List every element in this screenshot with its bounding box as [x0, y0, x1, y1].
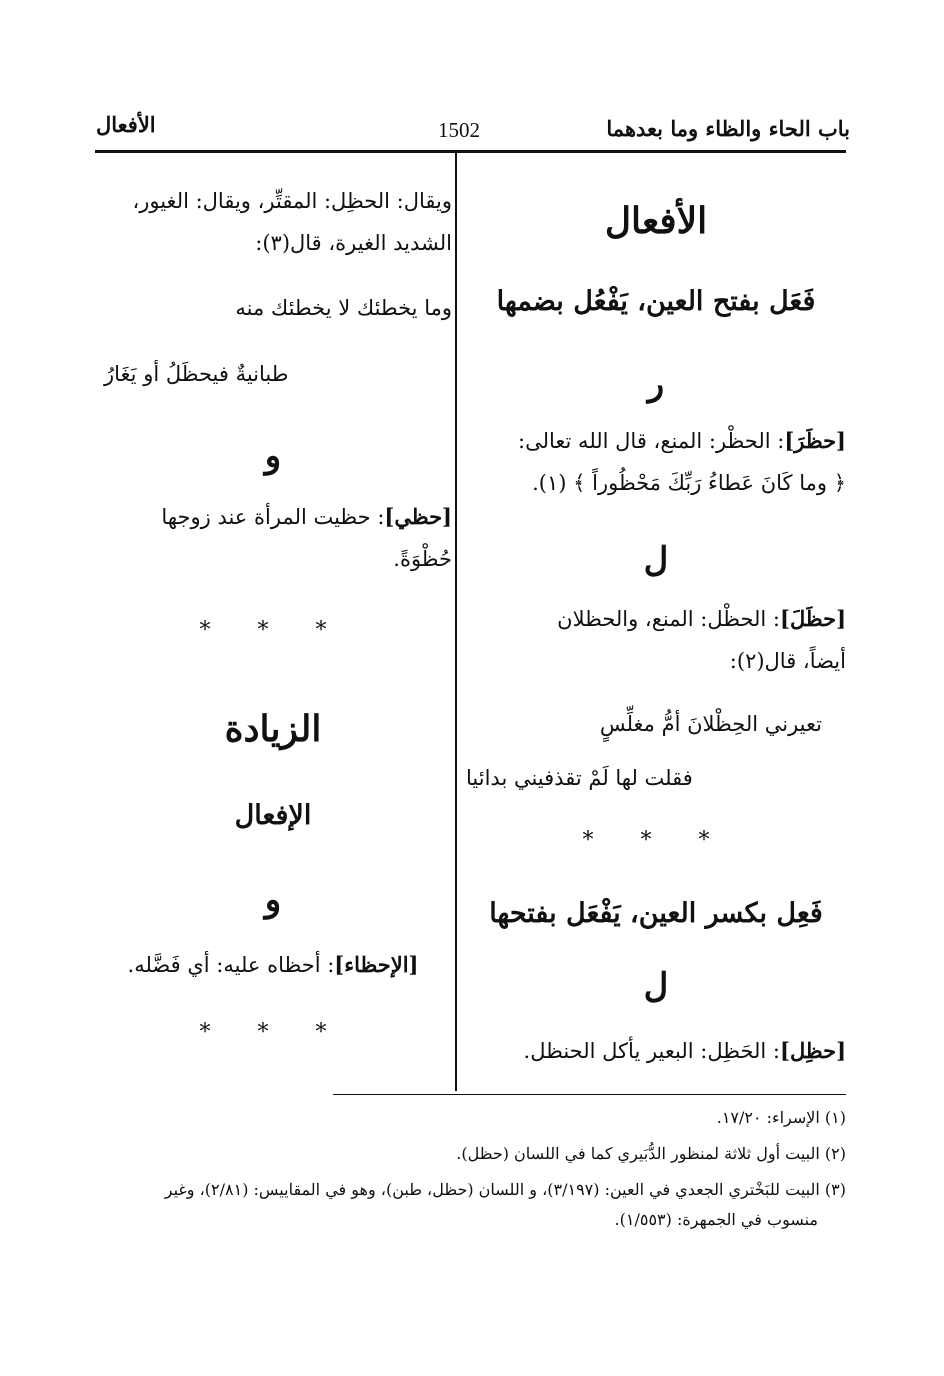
- entry-definition: : الحَظِل: البعير يأكل الحنظل.: [523, 1039, 781, 1063]
- verse-line-2: طبانيةٌ فيحظَلُ أو يَغَارُ: [104, 362, 289, 386]
- entry-definition: : الحظْر: المنع، قال الله تعالى:: [518, 429, 785, 453]
- header-rule: [95, 150, 846, 153]
- section-separator: * * *: [199, 618, 347, 643]
- letter-heading-ra: ر: [647, 364, 665, 404]
- entry-headword: [حظَرَ]: [784, 428, 846, 453]
- entry-definition-cont: أيضاً، قال(٢):: [729, 649, 846, 673]
- footnote-rule: [333, 1094, 846, 1095]
- footnote-ref: (١).: [532, 471, 567, 495]
- entry-line: الشديد الغيرة، قال(٣):: [255, 231, 452, 255]
- letter-heading-lam: ل: [643, 540, 669, 580]
- title-ifal: الإفعال: [234, 800, 312, 831]
- entry-headword: [حظِل]: [780, 1038, 846, 1063]
- footnote-1: (١) الإسراء: ١٧/٢٠.: [716, 1108, 846, 1127]
- verse-line-2: فقلت لها لَمْ تقذفيني بدائيا: [466, 766, 693, 790]
- quran-quote: ﴿ وما كَانَ عَطاءُ رَبِّكَ مَحْظُوراً ﴾: [573, 471, 846, 495]
- column-divider: [455, 153, 457, 1091]
- chapter-title: باب الحاء والظاء وما بعدهما: [606, 116, 850, 141]
- entry-hazara: [466, 420, 846, 504]
- entry-headword: [حظَلَ]: [780, 606, 846, 631]
- entry-headword: [حظي]: [384, 504, 452, 529]
- page-number: 1502: [438, 118, 480, 142]
- verse-line-1: تعيرني الحِظْلانَ أمُّ مغلِّسٍ: [599, 712, 822, 736]
- verse-line-1: وما يخطئك لا يخطئك منه: [235, 296, 452, 320]
- entry-line: ويقال: الحظِل: المقتِّر، ويقال: الغيور،: [132, 189, 452, 213]
- letter-heading-waw: و: [264, 880, 282, 920]
- entry-hazala: [466, 598, 846, 682]
- section-separator: * * *: [582, 828, 730, 853]
- section-title: الأفعال: [96, 112, 156, 137]
- main-title: الأفعال: [604, 200, 708, 242]
- section-separator: * * *: [199, 1020, 347, 1045]
- entry-ihza: [94, 944, 452, 986]
- entry-hazila: [466, 1030, 846, 1072]
- entry-haziy: [94, 496, 452, 580]
- entry-definition-cont: حُظْوَةً.: [393, 547, 452, 571]
- entry-hazil-continued: [94, 180, 452, 264]
- entry-definition: : حظيت المرأة عند زوجها: [161, 505, 385, 529]
- entry-definition: : أحظاه عليه: أي فَضَّله.: [127, 953, 335, 977]
- subtitle-fatha-damma: فَعَل بفتح العين، يَفْعُل بضمها: [496, 286, 816, 317]
- letter-heading-lam: ل: [643, 966, 669, 1006]
- entry-headword: [الإحظاء]: [334, 952, 419, 977]
- letter-heading-waw: و: [264, 436, 282, 476]
- footnote-3-line-2: منسوب في الجمهرة: (١/٥٥٣).: [614, 1210, 818, 1229]
- footnote-2: (٢) البيت أول ثلاثة لمنظور الدُّبَيري كما في اللسان (حظل).: [456, 1144, 846, 1163]
- footnote-3-line-1: (٣) البيت للبَخْتري الجعدي في العين: (٣/١٩٧)، و اللسان (حظل، طبن)، وهو في المقاييس: (٢/٨١)، وغير: [164, 1180, 846, 1199]
- title-ziyada: الزيادة: [224, 708, 322, 750]
- entry-definition: : الحظْل: المنع، والحظلان: [557, 607, 781, 631]
- subtitle-kasra-fatha: فَعِل بكسر العين، يَفْعَل بفتحها: [489, 898, 823, 929]
